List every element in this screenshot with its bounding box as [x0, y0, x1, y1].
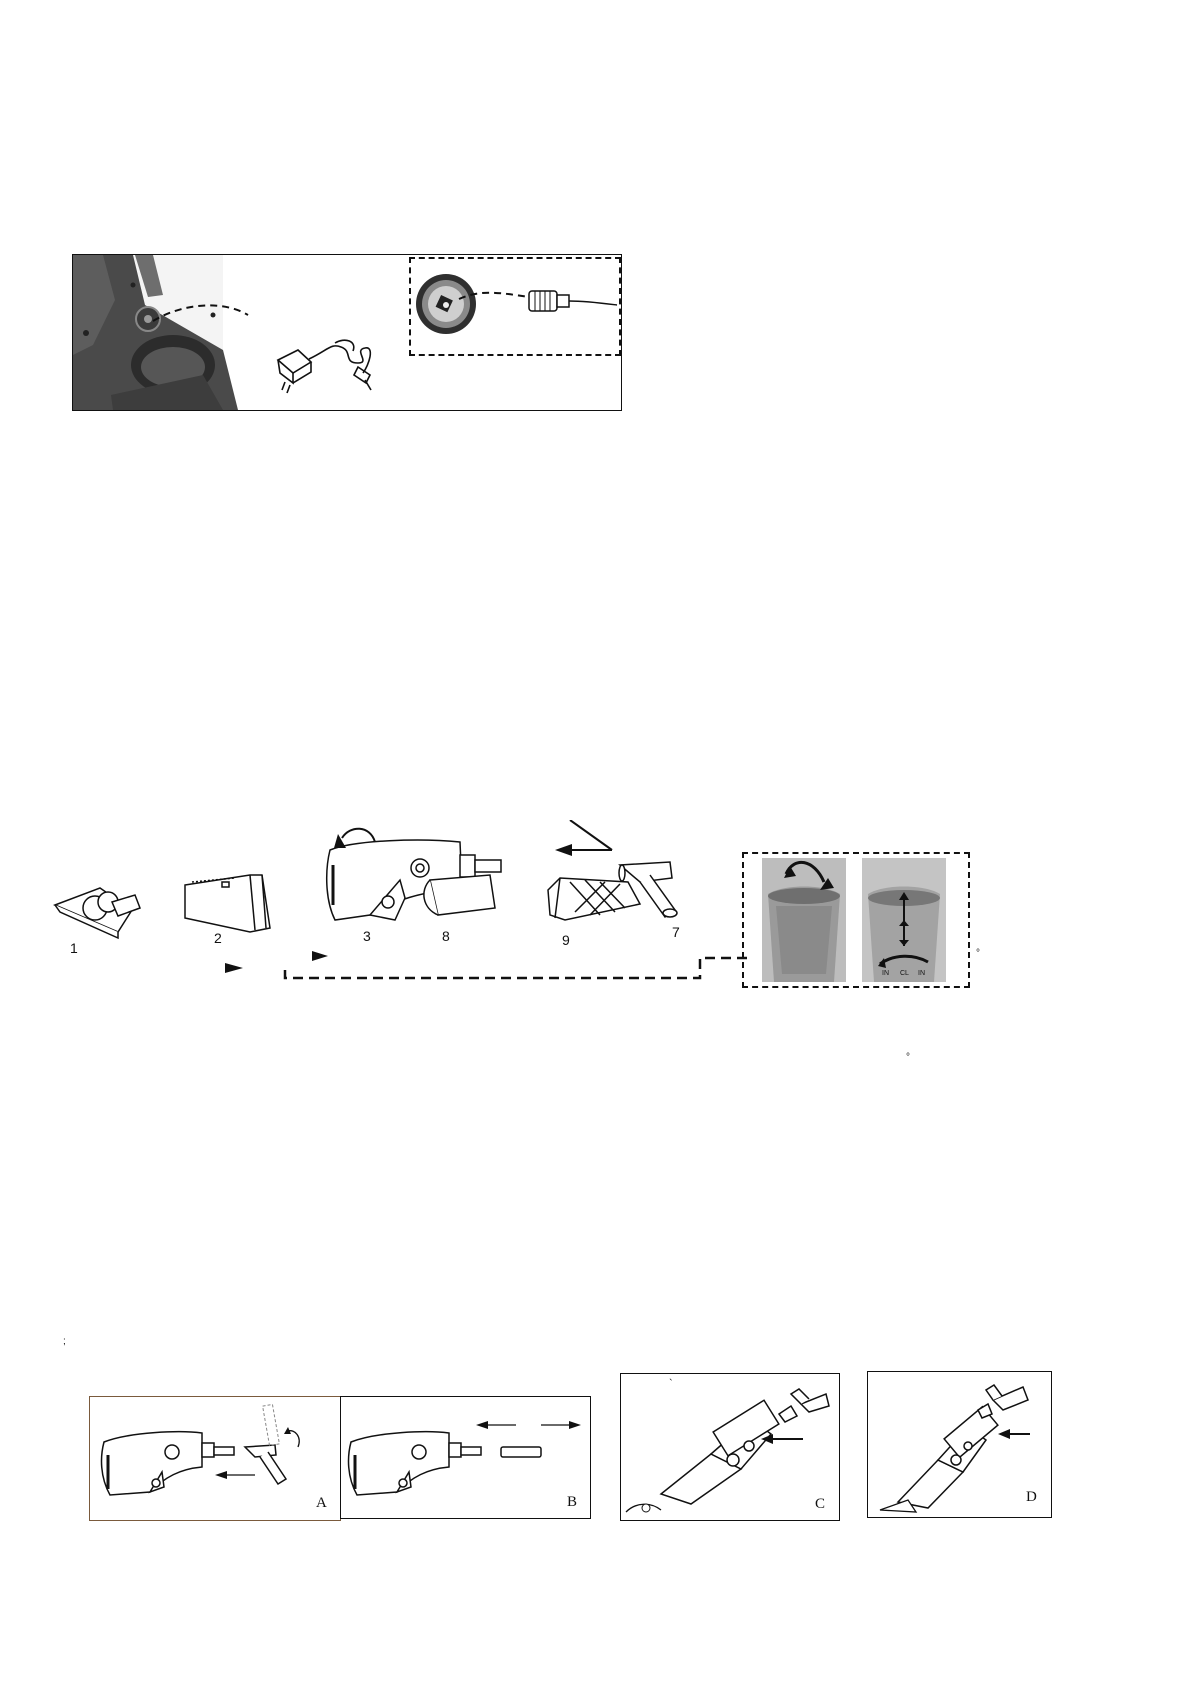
panel-b: [340, 1396, 591, 1519]
photo-label-cl: CL: [900, 970, 909, 977]
photo-label-in: IN: [882, 970, 889, 977]
panel-label-d: D: [1026, 1489, 1037, 1505]
panel-d-art: [868, 1372, 1051, 1517]
photo-label-in-2: IN: [918, 970, 925, 977]
panel-c-art: [621, 1374, 839, 1520]
part-label-1: 1: [70, 940, 78, 956]
arrow-right-icon: [225, 963, 243, 973]
tick-mark: `: [669, 1378, 673, 1390]
charger-plug-icon: [278, 340, 371, 393]
panel-c: [620, 1373, 840, 1521]
part-label-8: 8: [442, 928, 450, 944]
part-label-2: 2: [214, 930, 222, 946]
inset-degree-mark: °: [976, 948, 980, 959]
panel-label-c: C: [815, 1496, 826, 1512]
filter-lock-photos: [744, 854, 968, 986]
vacuum-head-icon: [55, 888, 140, 938]
extension-tube-icon: [185, 875, 270, 932]
filter-cartridge-icon: [548, 878, 640, 920]
panel-d: [867, 1371, 1052, 1518]
parts-diagram: [0, 820, 1190, 1000]
pole-socket-icon: [73, 255, 238, 410]
charger-figure: [72, 254, 622, 411]
panel-label-a: A: [316, 1495, 327, 1511]
lower-degree-mark: °: [906, 1052, 910, 1063]
arrow-right-small-icon: [312, 951, 328, 961]
panel-b-art: [341, 1397, 590, 1518]
filter-cover-icon: [424, 875, 495, 915]
filter-lock-inset: [742, 852, 970, 988]
stray-mark: ;: [63, 1336, 66, 1347]
dc-connector-icon: [411, 259, 619, 354]
arrow-left-icon: [555, 820, 612, 856]
part-label-7: 7: [672, 924, 680, 940]
part-label-3: 3: [363, 928, 371, 944]
panel-a: [89, 1396, 341, 1521]
panel-label-b: B: [567, 1494, 578, 1510]
connector-inset: [409, 257, 621, 356]
part-label-9: 9: [562, 932, 570, 948]
panel-a-art: [90, 1397, 340, 1520]
